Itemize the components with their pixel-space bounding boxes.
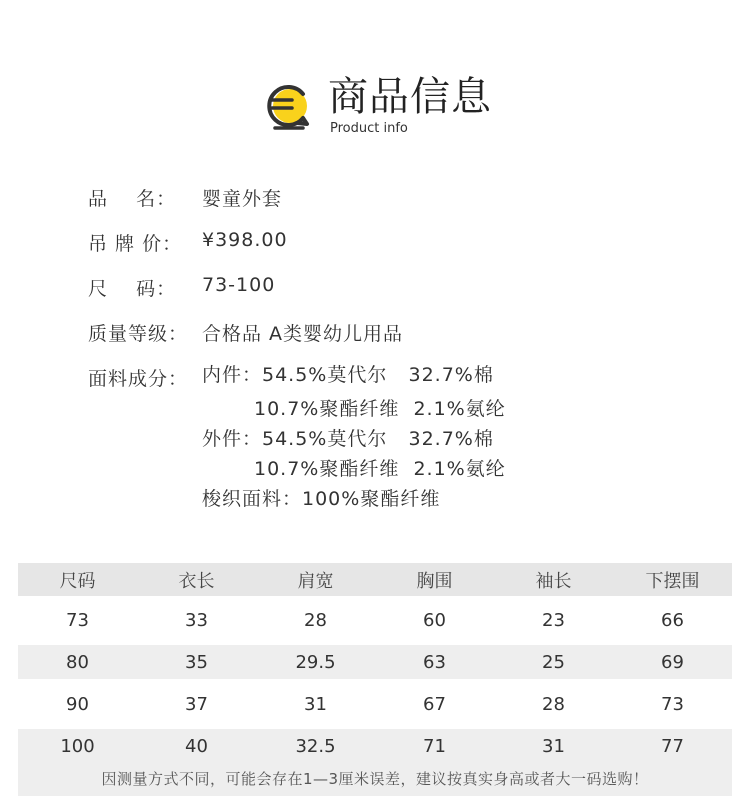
page-subtitle: Product info (330, 121, 408, 136)
table-cell: 69 (661, 651, 684, 673)
info-row-name (88, 184, 282, 211)
table-header-cell: 胸围 (416, 570, 453, 592)
fabric-line: 梭织面料：100%聚酯纤维 (202, 488, 441, 510)
table-header-cell: 衣长 (178, 570, 215, 592)
table-cell: 25 (542, 651, 565, 673)
price-value: ¥398.00 (202, 229, 288, 251)
section-header (0, 0, 750, 150)
table-cell: 35 (185, 651, 208, 673)
table-cell: 33 (185, 609, 208, 631)
table-cell: 73 (66, 609, 89, 631)
table-cell: 28 (304, 609, 327, 631)
table-cell: 63 (423, 651, 446, 673)
price-label: 吊 牌 价： (88, 233, 183, 255)
table-cell: 31 (542, 735, 565, 757)
size-label: 尺 码： (88, 278, 177, 300)
table-cell: 32.5 (295, 735, 336, 757)
fabric-composition (202, 364, 506, 514)
table-cell: 40 (185, 735, 208, 757)
table-cell: 73 (661, 693, 684, 715)
table-header-cell: 下摆围 (645, 570, 700, 592)
table-cell: 100 (60, 735, 95, 757)
table-cell: 31 (304, 693, 327, 715)
grade-label: 质量等级： (88, 323, 189, 345)
measurement-note-bar (18, 763, 732, 796)
table-cell: 71 (423, 735, 446, 757)
list-icon (263, 84, 313, 132)
table-cell: 60 (423, 609, 446, 631)
table-header-row (18, 563, 732, 596)
table-row (18, 603, 732, 637)
fabric-line: 外件：54.5%莫代尔 32.7%棉 (202, 428, 494, 450)
fabric-line: 10.7%聚酯纤维 2.1%氨纶 (254, 458, 506, 480)
info-row-price (88, 229, 288, 256)
name-label: 品 名： (88, 188, 177, 210)
table-row (18, 645, 732, 679)
page-title: 商品信息 (328, 74, 492, 120)
table-cell: 90 (66, 693, 89, 715)
name-value: 婴童外套 (202, 188, 283, 210)
table-cell: 67 (423, 693, 446, 715)
info-row-size (88, 274, 275, 301)
info-row-fabric (88, 364, 506, 514)
grade-value: 合格品 A类婴幼儿用品 (202, 323, 404, 345)
table-row (18, 729, 732, 763)
info-row-grade (88, 319, 403, 346)
table-cell: 66 (661, 609, 684, 631)
table-row (18, 687, 732, 721)
table-cell: 23 (542, 609, 565, 631)
fabric-line: 内件：54.5%莫代尔 32.7%棉 (202, 364, 494, 386)
table-cell: 37 (185, 693, 208, 715)
table-cell: 28 (542, 693, 565, 715)
fabric-line: 10.7%聚酯纤维 2.1%氨纶 (254, 398, 506, 420)
table-header-cell: 尺码 (59, 570, 96, 592)
table-cell: 77 (661, 735, 684, 757)
size-value: 73-100 (202, 274, 276, 296)
measurement-note: 因测量方式不同，可能会存在1—3厘米误差，建议按真实身高或者大一码选购！ (101, 770, 649, 788)
table-header-cell: 肩宽 (297, 570, 334, 592)
fabric-label: 面料成分： (88, 368, 189, 390)
table-cell: 29.5 (295, 651, 336, 673)
table-header-cell: 袖长 (535, 570, 572, 592)
table-cell: 80 (66, 651, 89, 673)
